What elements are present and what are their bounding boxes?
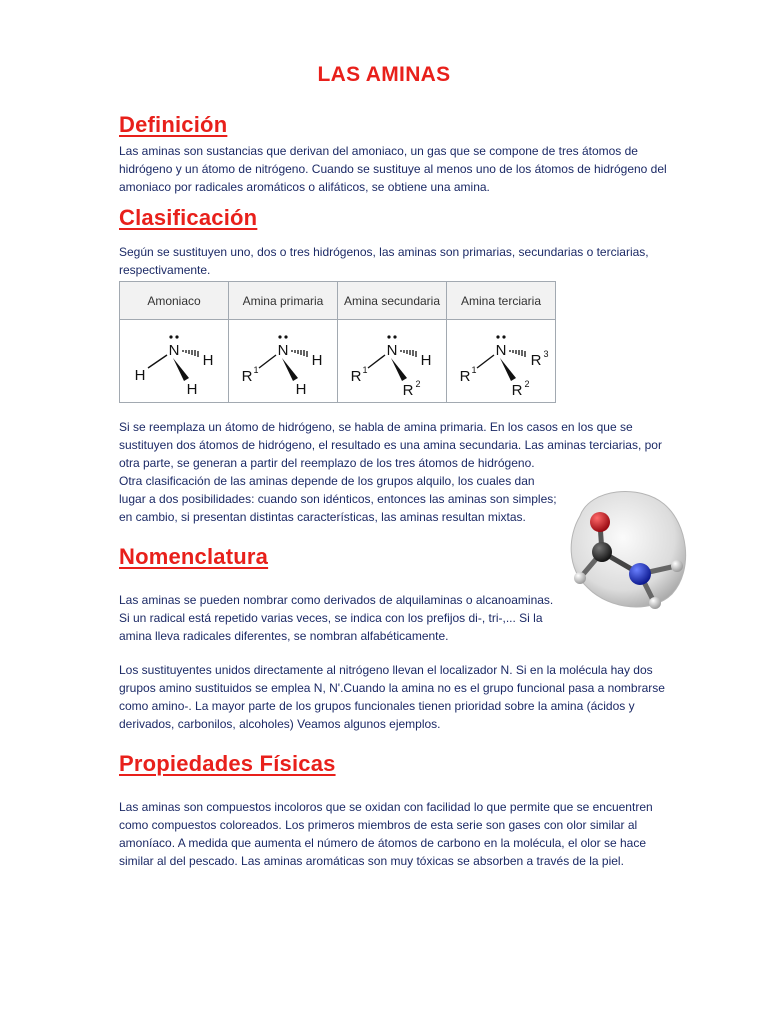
right-substituent-label: H [202,352,214,369]
header-amina-primaria: Amina primaria [229,282,338,320]
bond-line [259,355,276,368]
table-header-row [120,282,556,320]
right-substituent-label: H [311,352,323,369]
lone-pair-dot [496,335,499,338]
page-title: LAS AMINAS [317,63,451,86]
lone-pair-dot [502,335,505,338]
text-line: Las aminas son sustancias que derivan del amoniaco, un gas que se compone de tres átomos de [119,144,638,158]
hashed-wedge-bond [183,350,198,357]
text-line: como amino-. La mayor parte de los grupos funcionales tienen prioridad sobre la amina (ácidos y [119,699,635,713]
heading-nomenclatura: Nomenclatura [119,544,269,569]
hydrogen-atom [574,572,586,584]
propiedades-paragraph [119,798,653,870]
hashed-wedge-bond [292,350,307,357]
text-line: en cambio, si presentan distintas características, las aminas resultan mixtas. [119,510,526,524]
text-line: derivados, carbonilos, alcoholes) Veamos algunos ejemplos. [119,717,441,731]
cell-amoniaco-structure [120,320,229,403]
electron-density-surface [571,492,685,607]
lone-pair-dot [175,335,178,338]
text-line: Las aminas se pueden nombrar como derivados de alquilaminas o alcanoaminas. [119,593,554,607]
solid-wedge-bond [173,358,189,381]
nitrogen-atom-label: N [168,342,180,359]
left-substituent-label: R [459,368,471,385]
tertiary-amine-structure-diagram [447,321,555,401]
text-line: respectivamente. [119,263,211,277]
text-line: Si un radical está repetido varias veces, se indica con los prefijos di-, tri-,... Si la [119,611,543,625]
text-line: amoníaco. A medida que aumenta el número de átomos de carbono en la molécula, el olor se hace [119,836,646,850]
nitrogen-atom-label: N [495,342,507,359]
text-line: similar al del pescado. Las aminas aromáticas son muy tóxicas se absorben a través de la piel. [119,854,624,868]
heading-propiedades-fisicas: Propiedades Físicas [119,751,336,776]
carbon-atom [592,542,612,562]
left-substituent-superscript: 1 [362,365,368,375]
lone-pair-dot [284,335,287,338]
left-substituent-superscript: 1 [471,365,477,375]
bond-line [148,355,167,368]
heading-definicion: Definición [119,112,228,137]
text-line: como compuestos coloreados. Los primeros miembros de esta serie son gases con olor similar al [119,818,638,832]
text-line: hidrógeno y un átomo de nitrógeno. Cuando se sustituye al menos uno de los átomos de hidrógeno del [119,162,667,176]
right-substituent-label: H [420,352,432,369]
text-line: Si se reemplaza un átomo de hidrógeno, se habla de amina primaria. En los casos en los que se [119,420,633,434]
nomenclatura-paragraph-2 [119,661,665,733]
bond-line [368,355,385,368]
clasificacion-intro [119,243,649,279]
text-line: amoniaco por radicales aromáticos o alifáticos, se obtiene una amina. [119,180,490,194]
left-substituent-label: R [241,368,253,385]
primary-amine-structure-diagram [229,321,337,401]
lone-pair-dot [169,335,172,338]
text-line: Otra clasificación de las aminas depende de los grupos alquilo, los cuales dan [119,474,535,488]
text-line: Según se sustituyen uno, dos o tres hidrógenos, las aminas son primarias, secundarias o terciarias, [119,245,649,259]
table-structures-row [120,320,556,403]
bottom-substituent-label: H [295,381,307,398]
text-line: Los sustituyentes unidos directamente al nitrógeno llevan el localizador N. Si en la molécula hay dos [119,663,653,677]
hashed-wedge-bond [401,350,416,357]
text-line: amina lleva radicales diferentes, se nombran alfabéticamente. [119,629,449,643]
bottom-substituent-label: R [511,382,523,399]
lone-pair-dot [393,335,396,338]
nitrogen-atom [629,563,651,585]
bond-line [477,355,494,368]
text-line: lugar a dos posibilidades: cuando son idénticos, entonces las aminas son simples; [119,492,557,506]
amine-classification-table [119,281,556,403]
text-line: otra parte, se generan a partir del reemplazo de los tres átomos de hidrógeno. [119,456,535,470]
nitrogen-atom-label: N [386,342,398,359]
left-substituent-label: H [134,367,146,384]
hydrogen-atom [649,597,661,609]
hydrogen-atom [671,560,683,572]
bottom-substituent-superscript: 2 [524,379,530,389]
amide-3d-molecule-illustration [560,486,692,612]
text-line: grupos amino sustituidos se emplea N, N'.Cuando la amina no es el grupo funcional pasa a nombrarse [119,681,665,695]
left-substituent-label: R [350,368,362,385]
right-substituent-label: R [530,352,542,369]
right-substituent-superscript: 3 [543,349,549,359]
text-line: Las aminas son compuestos incoloros que se oxidan con facilidad lo que permite que se encuentren [119,800,653,814]
definicion-paragraph [119,142,667,196]
text-line: sustituyen dos átomos de hidrógeno, el resultado es una amina secundaria. Las aminas terciarias, por [119,438,662,452]
oxygen-atom [590,512,610,532]
header-amina-secundaria: Amina secundaria [338,282,447,320]
cell-amina-secundaria-structure [338,320,447,403]
lone-pair-dot [387,335,390,338]
ammonia-structure-diagram [120,321,228,401]
cell-amina-primaria-structure [229,320,338,403]
cell-amina-terciaria-structure [447,320,556,403]
header-amoniaco: Amoniaco [120,282,229,320]
solid-wedge-bond [282,358,298,381]
hashed-wedge-bond [510,350,525,357]
bottom-substituent-label: H [186,381,198,398]
heading-clasificacion: Clasificación [119,205,258,230]
solid-wedge-bond [500,358,516,381]
secondary-amine-structure-diagram [338,321,446,401]
lone-pair-dot [278,335,281,338]
nomenclatura-paragraph-1 [119,591,553,645]
header-amina-terciaria: Amina terciaria [447,282,556,320]
bottom-substituent-superscript: 2 [415,379,421,389]
solid-wedge-bond [391,358,407,381]
left-substituent-superscript: 1 [253,365,259,375]
nitrogen-atom-label: N [277,342,289,359]
bottom-substituent-label: R [402,382,414,399]
